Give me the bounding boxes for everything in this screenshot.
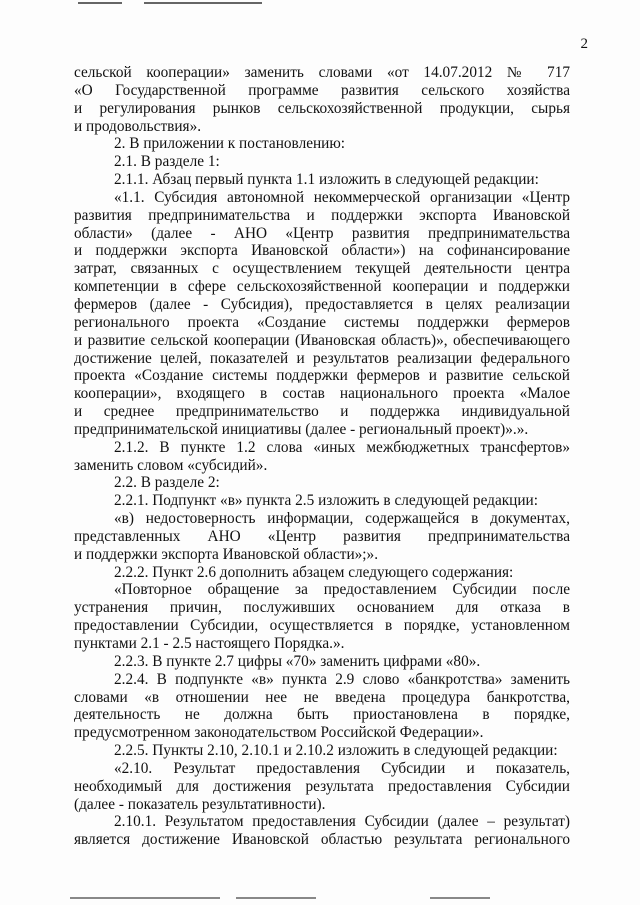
text-line: предоставлении Субсидии, осуществляется в порядке, установленном: [74, 617, 570, 635]
text-line: достижение целей, показателей и результатов реализации федерального: [74, 349, 570, 367]
scan-edge-line: [430, 897, 490, 899]
scan-edge-line: [78, 2, 122, 4]
text-line: «1.1. Субсидия автономной некоммерческой организации «Центр: [114, 188, 570, 206]
text-line: регионального проекта «Создание системы поддержки фермеров: [74, 313, 570, 331]
text-line: фермеров (далее - Субсидия), предоставляется в целях реализации: [74, 295, 570, 313]
scan-edge-line: [236, 897, 316, 899]
scan-edge-line: [70, 897, 220, 899]
text-line: необходимый для достижения результата предоставления Субсидии: [74, 777, 570, 795]
text-line: компетенции в сфере сельскохозяйственной кооперации и поддержки: [74, 278, 570, 296]
text-line: 2.10.1. Результатом предоставления Субсидии (далее – результат): [114, 813, 570, 831]
text-line: 2.1. В разделе 1:: [114, 153, 220, 171]
text-line: сельской кооперации» заменить словами «от 14.07.2012 № 717: [74, 64, 570, 81]
text-line: и среднее предпринимательство и поддержка индивидуальной: [74, 403, 570, 421]
document-body: [74, 64, 570, 849]
text-line: и поддержки экспорта Ивановской области»;».: [74, 545, 379, 563]
text-line: деятельность не должна быть приостановлена в порядке,: [74, 706, 570, 724]
text-line: «в) недостоверность информации, содержащейся в документах,: [114, 510, 570, 528]
text-line: предусмотренном законодательством Российской Федерации».: [74, 724, 484, 742]
text-line: заменить словом «субсидий».: [74, 456, 268, 474]
text-line: является достижение Ивановской областью результата регионального: [74, 831, 570, 849]
text-line: кооперации», входящего в состав национального проекта «Малое: [74, 385, 570, 403]
scan-edge-line: [144, 2, 262, 4]
text-line: «О Государственной программе развития сельского хозяйства: [74, 81, 570, 99]
text-line: 2.2. В разделе 2:: [114, 474, 220, 492]
page-number: 2: [580, 36, 588, 52]
text-line: затрат, связанных с осуществлением текущей деятельности центра: [74, 260, 570, 278]
text-line: и продовольствия».: [74, 117, 202, 135]
text-line: и регулирования рынков сельскохозяйственной продукции, сырья: [74, 99, 570, 117]
text-line: 2.2.1. Подпункт «в» пункта 2.5 изложить в следующей редакции:: [114, 492, 538, 510]
text-line: и поддержки экспорта Ивановской области») на софинансирование: [74, 242, 570, 260]
text-line: «2.10. Результат предоставления Субсидии и показатель,: [114, 759, 570, 777]
text-line: (далее - показатель результативности).: [74, 795, 326, 813]
text-line: пунктами 2.1 - 2.5 настоящего Порядка.».: [74, 635, 345, 652]
text-line: 2. В приложении к постановлению:: [114, 135, 346, 153]
text-line: 2.2.4. В подпункте «в» пункта 2.9 слово «банкротства» заменить: [114, 670, 570, 688]
text-line: 2.2.3. В пункте 2.7 цифры «70» заменить цифрами «80».: [114, 652, 481, 670]
text-line: 2.2.2. Пункт 2.6 дополнить абзацем следующего содержания:: [114, 563, 514, 581]
text-line: области» (далее - АНО «Центр развития предпринимательства: [74, 224, 570, 242]
text-line: «Повторное обращение за предоставлением Субсидии после: [114, 581, 570, 599]
text-line: устранения причин, послуживших основанием для отказа в: [74, 599, 570, 617]
text-line: и развитие сельской кооперации (Ивановская область)», обеспечивающего: [74, 331, 570, 349]
text-line: предпринимательской инициативы (далее - региональный проект)».».: [74, 420, 529, 438]
text-line: словами «в отношении нее не введена процедура банкротства,: [74, 688, 570, 706]
text-line: представленных АНО «Центр развития предпринимательства: [74, 527, 570, 545]
text-line: 2.1.2. В пункте 1.2 слова «иных межбюджетных трансфертов»: [114, 438, 570, 456]
text-line: 2.2.5. Пункты 2.10, 2.10.1 и 2.10.2 изложить в следующей редакции:: [114, 742, 558, 760]
text-line: 2.1.1. Абзац первый пункта 1.1 изложить в следующей редакции:: [114, 171, 539, 189]
text-line: проекта «Создание системы поддержки фермеров и развитие сельской: [74, 367, 570, 385]
text-line: развития предпринимательства и поддержки экспорта Ивановской: [74, 206, 570, 224]
